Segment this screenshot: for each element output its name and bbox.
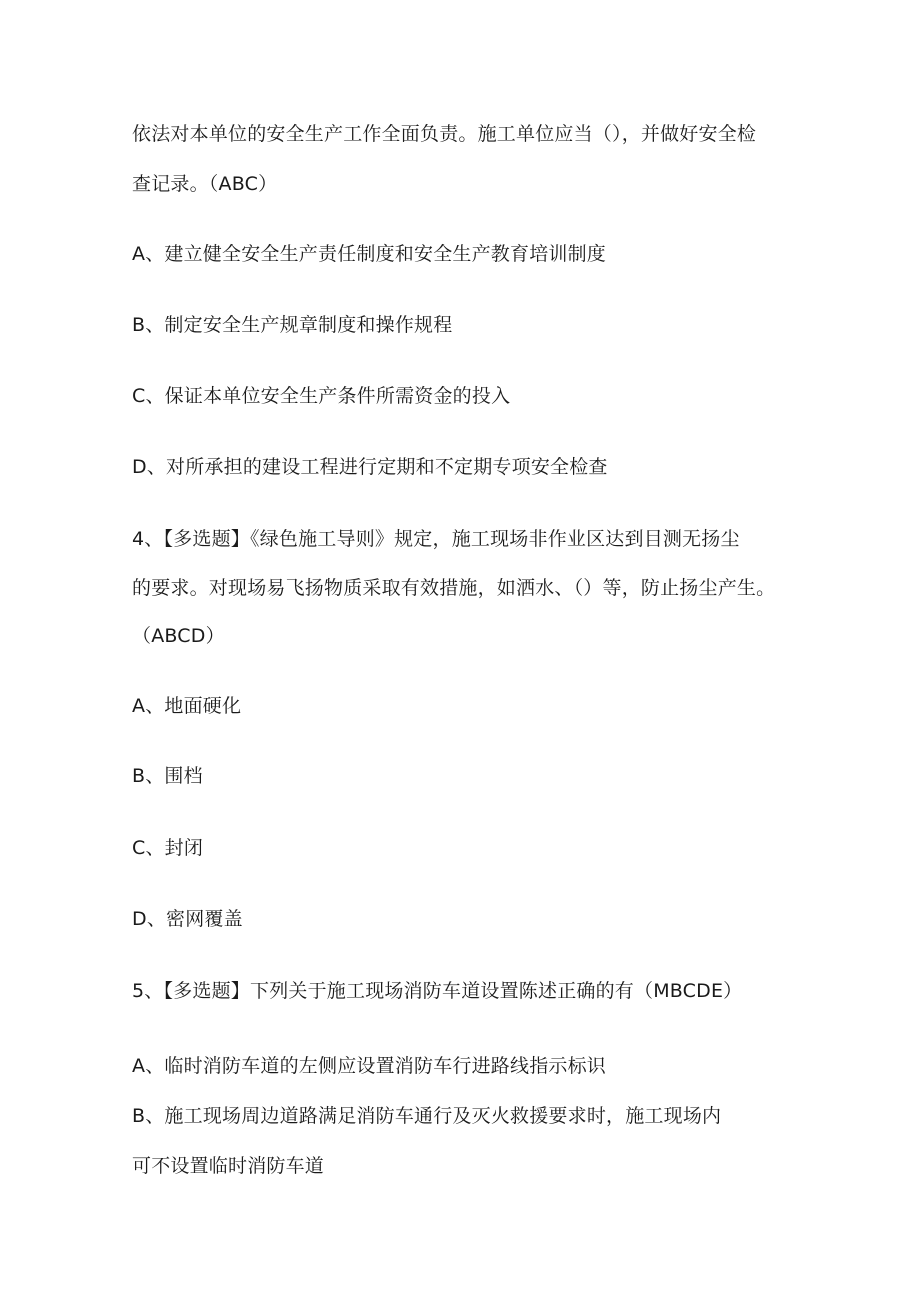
question-4-option-a: A、地面硬化 [132, 695, 242, 717]
question-4-answer: （ABCD） [132, 625, 225, 647]
question-5-stem: 5、【多选题】下列关于施工现场消防车道设置陈述正确的有（MBCDE） [132, 980, 743, 1002]
question-3-stem-line-2: 查记录。（ABC） [132, 173, 278, 195]
question-4-stem-line-1: 4、【多选题】《绿色施工导则》规定，施工现场非作业区达到目测无扬尘 [132, 528, 740, 550]
question-3-option-b: B、制定安全生产规章制度和操作规程 [132, 314, 453, 336]
question-4-option-c: C、封闭 [132, 837, 204, 859]
question-5-option-a: A、临时消防车道的左侧应设置消防车行进路线指示标识 [132, 1055, 606, 1077]
question-4-option-d: D、密网覆盖 [132, 908, 243, 930]
question-3-stem-line-1: 依法对本单位的安全生产工作全面负责。施工单位应当（），并做好安全检 [132, 123, 757, 145]
question-4-option-b: B、围档 [132, 765, 203, 787]
question-3-option-d: D、对所承担的建设工程进行定期和不定期专项安全检查 [132, 456, 608, 478]
question-5-option-b-line-2: 可不设置临时消防车道 [132, 1155, 325, 1177]
question-5-option-b-line-1: B、施工现场周边道路满足消防车通行及灭火救援要求时，施工现场内 [132, 1105, 722, 1127]
question-3-option-c: C、保证本单位安全生产条件所需资金的投入 [132, 385, 511, 407]
question-4-stem-line-2: 的要求。对现场易飞扬物质采取有效措施，如洒水、（）等，防止扬尘产生。 [132, 577, 776, 599]
question-3-option-a: A、建立健全安全生产责任制度和安全生产教育培训制度 [132, 243, 606, 265]
